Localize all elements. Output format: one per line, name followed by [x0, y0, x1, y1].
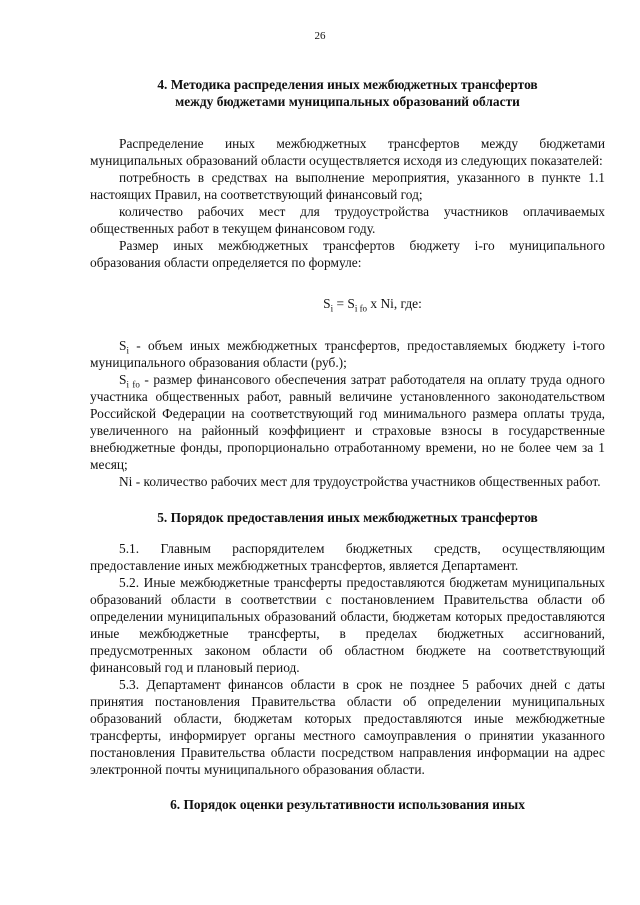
section5-heading: 5. Порядок предоставления иных межбюджетных трансфертов	[157, 510, 538, 525]
def-sifo-sub: i fo	[126, 379, 140, 390]
document-body	[90, 76, 605, 813]
def-sifo-symbol: S	[119, 372, 127, 387]
section4-heading-line1: 4. Методика распределения иных межбюджетных трансфертов	[157, 77, 538, 92]
section5-paragraph-3: 5.3. Департамент финансов области в срок не позднее 5 рабочих дней с даты принятия постановления Правительства области об определении муниципальных образований области, бюджетам которых предоставляются иные межбюджетные трансферты, информирует органы местного самоуправления о принятии указанного постановления Правительства области посредством направления информации на адрес электронной почты муниципального образования области.	[90, 677, 605, 777]
formula-lhs-sub: i	[330, 303, 334, 314]
section4-paragraph-4: Размер иных межбюджетных трансфертов бюджету i-го муниципального образования области определяется по формуле:	[90, 238, 605, 270]
definition-ni: Ni - количество рабочих мест для трудоустройства участников общественных работ.	[119, 474, 601, 489]
section5-paragraph-2: 5.2. Иные межбюджетные трансферты предоставляются бюджетам муниципальных образований области в соответствии с постановлением Правительства области об определении муниципальных образований области, бюджетам которых предоставляются иные межбюджетные трансферты, в пределах бюджетных ассигнований, предусмотренных законом области об областном бюджете на соответствующий финансовый год и плановый период.	[90, 575, 605, 675]
section5-paragraph-1: 5.1. Главным распорядителем бюджетных средств, осуществляющим предоставление иных межбюджетных трансфертов, является Департамент.	[90, 541, 605, 573]
section4-paragraph-1: Распределение иных межбюджетных трансфертов между бюджетами муниципальных образований области осуществляется исходя из следующих показателей:	[90, 136, 605, 168]
page-number: 26	[314, 30, 326, 42]
section4-heading-line2: между бюджетами муниципальных образований области	[175, 94, 520, 109]
def-si-text: - объем иных межбюджетных трансфертов, предоставляемых бюджету i-того муниципального образования области (руб.);	[90, 338, 605, 370]
def-sifo-text: - размер финансового обеспечения затрат работодателя на оплату труда одного участника общественных работ, равный величине установленного законодательством Российской Федерации на соответствующий год минимального размера оплаты труда, увеличенного на районный коэффициент и страховые взносы в государственные внебюджетные фонды, пропорционально отработанному времени, но не более чем за 1 месяц;	[90, 372, 606, 472]
def-si-symbol: S	[119, 338, 127, 353]
section4-paragraph-2: потребность в средствах на выполнение мероприятия, указанного в пункте 1.1 настоящих Правил, на соответствующий финансовый год;	[90, 170, 605, 202]
formula-rest: x Ni, где:	[367, 296, 422, 311]
formula-lhs: S	[323, 296, 331, 311]
definition-sifo	[90, 371, 605, 473]
section4-paragraph-3: количество рабочих мест для трудоустройства участников оплачиваемых общественных работ в текущем финансовом году.	[90, 204, 605, 236]
formula-eq: = S	[333, 296, 355, 311]
def-si-sub: i	[126, 345, 129, 356]
formula-rhs-sub: i fo	[354, 303, 368, 314]
definition-si	[90, 337, 605, 371]
section6-heading: 6. Порядок оценки результативности использования иных	[170, 797, 525, 812]
section4-heading	[90, 76, 605, 110]
distribution-formula	[90, 295, 605, 312]
